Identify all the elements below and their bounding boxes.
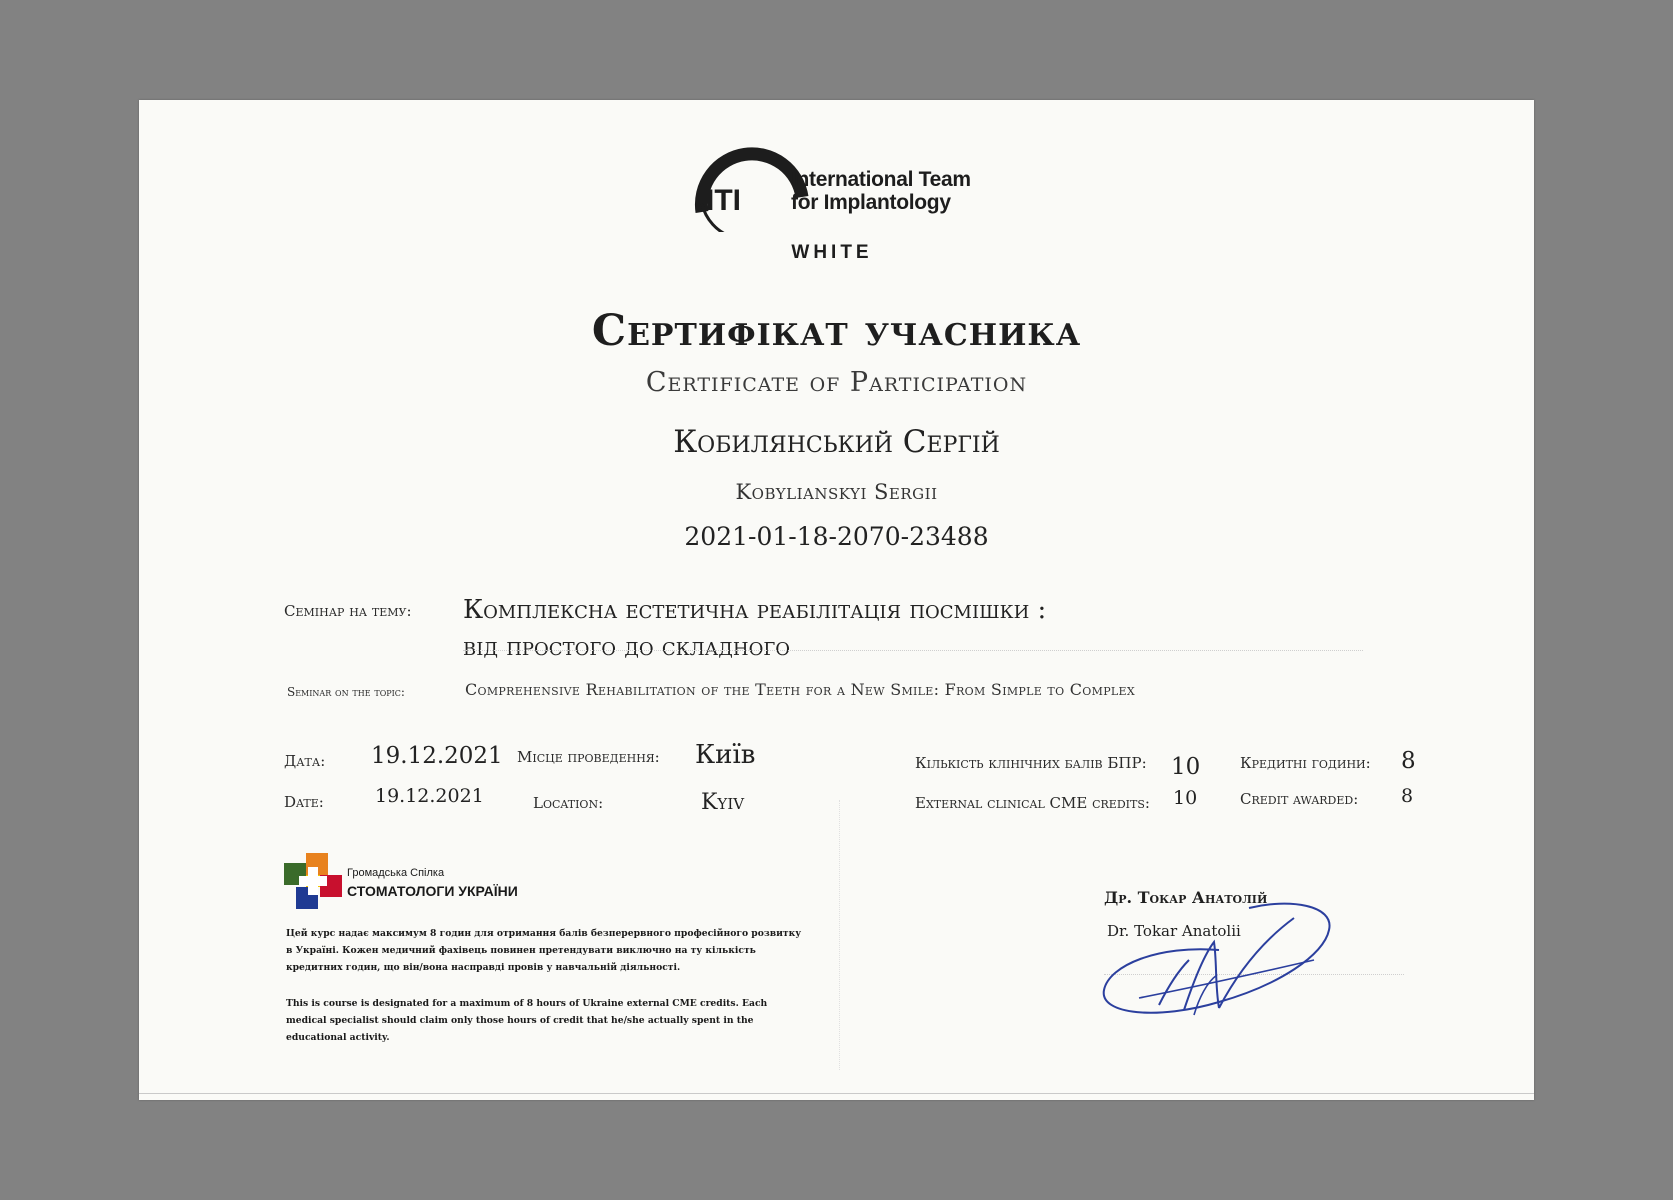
- hours-label-en: Credit awarded:: [1240, 790, 1359, 808]
- cme-value-en: 10: [1173, 787, 1198, 809]
- disclaimer-ua: Цей курс надає максимум 8 годин для отримання балів безперервного професійного розвитку в Україні. Кожен медичний фахівець повинен претендувати виключно на ту кількість кредитних годин, що він/вона насправді провів у навчальній діяльності.: [286, 928, 802, 973]
- logo-sub: WHITE: [791, 242, 873, 263]
- signatory-name-ua: Др. Токар Анатолій: [1104, 888, 1268, 907]
- location-value-ua: Київ: [695, 740, 756, 770]
- partner-cross-logo-icon: [284, 853, 344, 911]
- location-label-ua: Місце проведення:: [517, 748, 660, 766]
- certificate-number: 2021-01-18-2070-23488: [684, 522, 989, 551]
- seminar-topic-ua-line1: Комплексна естетична реабілітація посмішки :: [463, 595, 1047, 625]
- seminar-label-en: Seminar on the topic:: [287, 685, 405, 699]
- partner-name-line1: Громадська Спілка: [347, 867, 445, 879]
- cme-value-ua: 10: [1171, 754, 1201, 780]
- bottom-divider: [139, 1093, 1534, 1094]
- logo-line-2: for Implantology: [791, 191, 951, 214]
- location-value-en: Kyiv: [701, 790, 745, 815]
- participant-name-en: Kobylianskyi Sergii: [735, 480, 938, 504]
- seminar-topic-ua: [463, 592, 1046, 666]
- logo-line-1: International Team: [791, 168, 971, 191]
- location-label-en: Location:: [533, 794, 604, 812]
- certificate-title-ua: Сертифікат учасника: [591, 306, 1082, 356]
- divider: [839, 800, 840, 1070]
- cme-label-ua: Кількість клінічних балів БПР:: [915, 754, 1147, 772]
- hours-value-ua: 8: [1401, 748, 1416, 774]
- date-label-en: Date:: [284, 793, 324, 811]
- certificate-title-en: Certificate of Participation: [645, 367, 1028, 398]
- divider: [463, 650, 1363, 651]
- iti-logo-mark-text: ITI: [706, 184, 741, 217]
- certificate-sheet: [139, 100, 1534, 1100]
- date-label-ua: Дата:: [284, 752, 326, 770]
- hours-label-ua: Кредитні години:: [1240, 754, 1371, 772]
- hours-value-en: 8: [1401, 785, 1414, 807]
- seminar-topic-en: Comprehensive Rehabilitation of the Teeth for a New Smile: From Simple to Complex: [465, 680, 1135, 699]
- logo-wordmark: [791, 168, 971, 214]
- seminar-topic-ua-line2: від простого до складного: [463, 632, 791, 662]
- signatory-name-en: Dr. Tokar Anatolii: [1107, 922, 1241, 940]
- disclaimer-en: This is course is designated for a maximum of 8 hours of Ukraine external CME credits. Each medical specialist should claim only those hours of credit that he/she actually spent in the educational activity.: [286, 998, 768, 1043]
- date-value-en: 19.12.2021: [375, 785, 484, 807]
- participant-name-ua: Кобилянський Сергій: [673, 424, 1000, 460]
- seminar-label-ua: Семінар на тему:: [284, 602, 412, 620]
- signature-icon: [1099, 890, 1339, 1025]
- partner-name-line2: СТОМАТОЛОГИ УКРАЇНИ: [347, 883, 518, 899]
- date-value-ua: 19.12.2021: [371, 743, 503, 769]
- cme-label-en: External clinical CME credits:: [915, 794, 1150, 812]
